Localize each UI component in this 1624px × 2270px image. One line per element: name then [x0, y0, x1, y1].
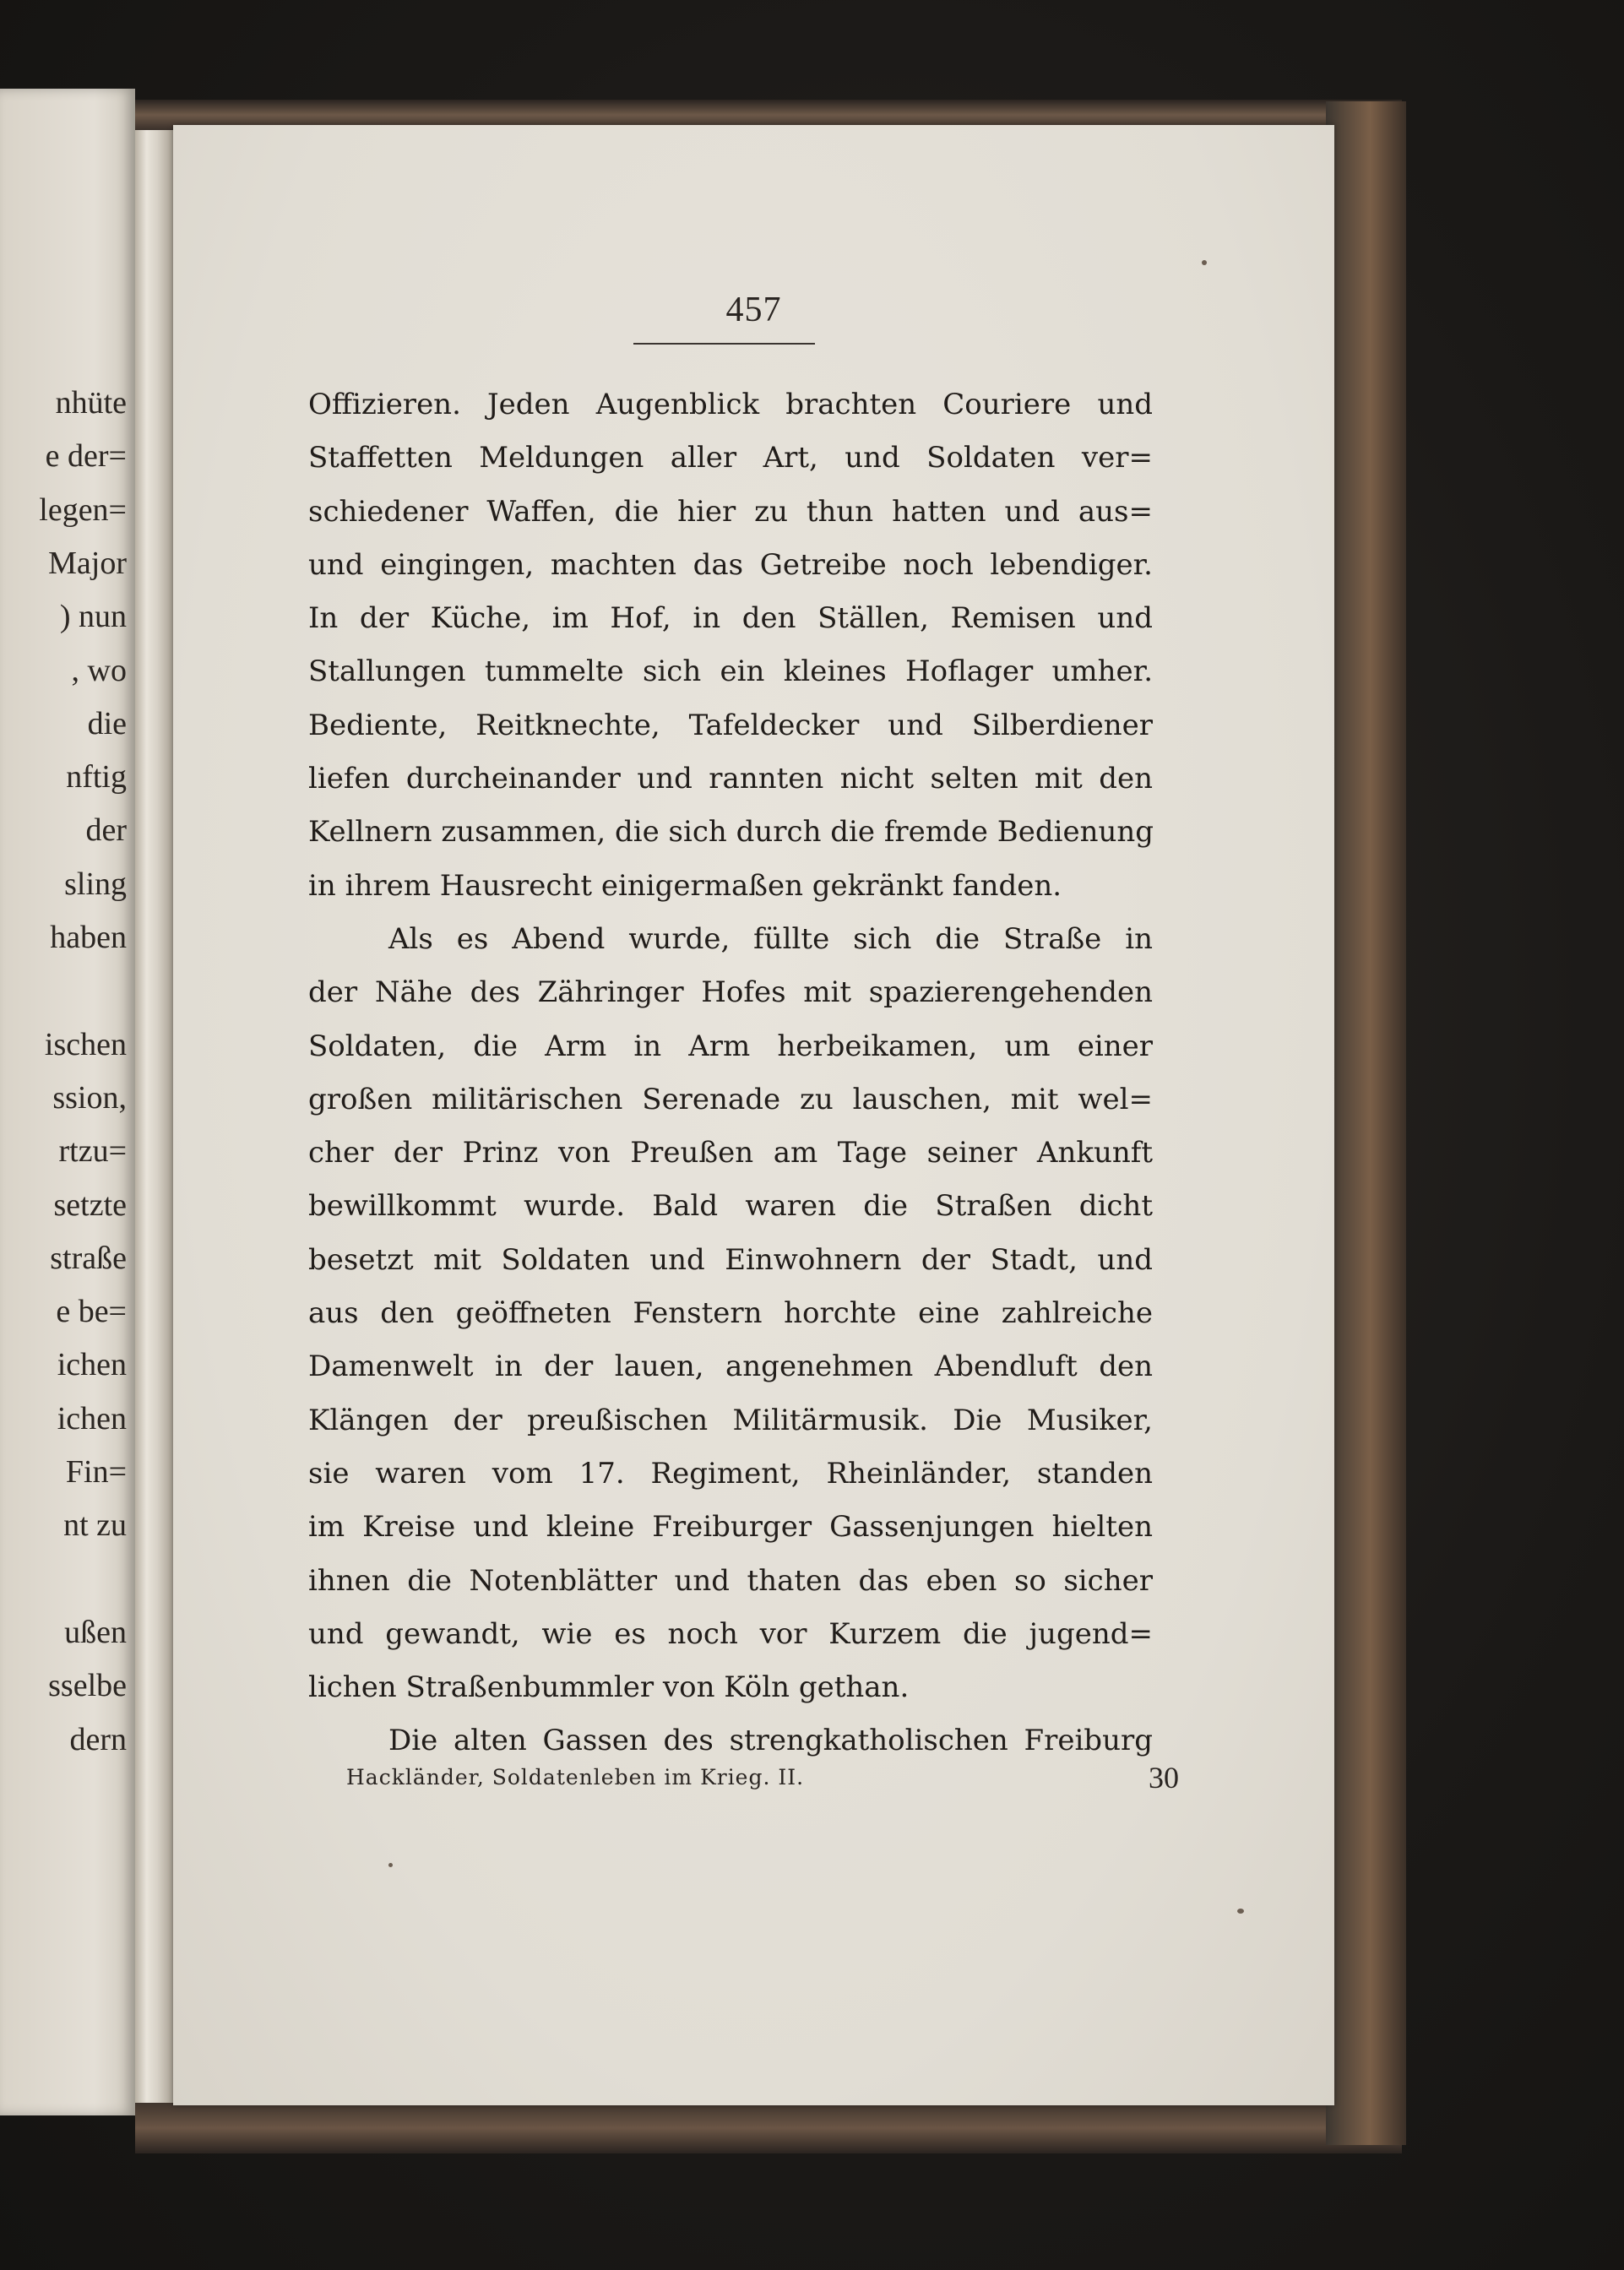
left-page: [0, 89, 135, 2115]
left-page-line: Fin=: [65, 1454, 127, 1490]
text-line: Bediente, Reitknechte, Tafeldecker und Silberdiener: [308, 708, 1153, 742]
left-page-line: ssion,: [52, 1079, 127, 1116]
header-rule: [633, 343, 815, 345]
text-line: bewillkommt wurde. Bald waren die Straßen dicht: [308, 1189, 1153, 1224]
paper-speck: [1202, 260, 1207, 265]
text-line: ihnen die Notenblätter und thaten das eben so sicher: [308, 1563, 1153, 1598]
left-page-line: ichen: [57, 1347, 127, 1383]
text-line: cher der Prinz von Preußen am Tage seiner Ankunft: [308, 1136, 1153, 1170]
text-line: schiedener Waffen, die hier zu thun hatten und aus=: [308, 494, 1153, 529]
left-page-line: nftig: [66, 759, 127, 796]
left-page-line: Major: [48, 545, 127, 581]
left-page-line: sling: [64, 866, 127, 902]
left-page-line: ischen: [44, 1026, 127, 1062]
text-line: großen militärischen Serenade zu lauschen, mit wel=: [308, 1082, 1153, 1116]
left-page-line: dern: [69, 1721, 127, 1757]
text-line: der Nähe des Zähringer Hofes mit spazierengehenden: [308, 975, 1153, 1010]
text-line: sie waren vom 17. Regiment, Rheinländer, standen: [308, 1456, 1153, 1491]
text-line: Offizieren. Jeden Augenblick brachten Couriere und: [308, 388, 1153, 421]
text-line: in ihrem Hausrecht einigermaßen gekränkt fanden.: [308, 868, 1062, 903]
text-line: Soldaten, die Arm in Arm herbeikamen, um einer: [308, 1029, 1153, 1063]
cover-right-edge: [1326, 101, 1406, 2145]
text-line: und eingingen, machten das Getreibe noch lebendiger.: [308, 547, 1153, 582]
text-line: In der Küche, im Hof, in den Ställen, Remisen und: [308, 601, 1153, 636]
page-footer: [346, 1761, 1191, 1807]
body-text: [308, 378, 1153, 1768]
printer-signature: Hackländer, Soldatenleben im Krieg. II.: [346, 1765, 805, 1789]
text-line: lichen Straßenbummler von Köln gethan.: [308, 1670, 910, 1705]
left-page-line: ) nun: [59, 599, 127, 635]
left-page-line: der: [85, 812, 127, 849]
paragraph-start-line: Als es Abend wurde, füllte sich die Straße in: [388, 921, 1153, 956]
right-page: [173, 125, 1334, 2105]
text-line: besetzt mit Soldaten und Einwohnern der Stadt, und: [308, 1242, 1153, 1277]
text-line: aus den geöffneten Fenstern horchte eine zahlreiche: [308, 1296, 1153, 1331]
left-page-line: setzte: [53, 1187, 127, 1223]
text-line: Klängen der preußischen Militärmusik. Die Musiker,: [308, 1403, 1153, 1437]
text-line: liefen durcheinander und rannten nicht selten mit den: [308, 762, 1153, 796]
text-line: Damenwelt in der lauen, angenehmen Abendluft den: [308, 1350, 1153, 1384]
left-page-line: ichen: [57, 1400, 127, 1436]
left-page-line: nt zu: [63, 1507, 127, 1544]
paper-speck: [388, 1863, 393, 1867]
left-page-line: die: [87, 705, 127, 741]
cover-bottom-edge: [135, 2103, 1402, 2153]
text-line: und gewandt, wie es noch vor Kurzem die jugend=: [308, 1616, 1153, 1651]
page-gutter: [135, 101, 173, 2120]
text-line: im Kreise und kleine Freiburger Gassenjungen hielten: [308, 1510, 1153, 1545]
left-page-line: legen=: [39, 491, 127, 528]
text-line: Staffetten Meldungen aller Art, und Soldaten ver=: [308, 441, 1153, 475]
left-page-line: sselbe: [48, 1668, 127, 1704]
left-page-line: nhüte: [55, 385, 127, 421]
text-line: Stallungen tummelte sich ein kleines Hoflager umher.: [308, 654, 1153, 689]
left-page-line: straße: [50, 1240, 127, 1276]
left-page-line: rtzu=: [58, 1133, 127, 1170]
left-page-line: e be=: [56, 1294, 127, 1330]
page-number: 457: [725, 291, 782, 329]
left-page-line: ußen: [64, 1614, 127, 1650]
left-page-line: , wo: [71, 652, 127, 688]
text-line: Kellnern zusammen, die sich durch die fremde Bedienung: [308, 815, 1154, 850]
left-page-line: haben: [50, 920, 127, 955]
left-page-line: e der=: [45, 438, 127, 475]
paragraph-start-line: Die alten Gassen des strengkatholischen Freiburg: [388, 1724, 1153, 1758]
signature-number: 30: [1149, 1761, 1179, 1795]
paper-speck: [1237, 1909, 1244, 1914]
